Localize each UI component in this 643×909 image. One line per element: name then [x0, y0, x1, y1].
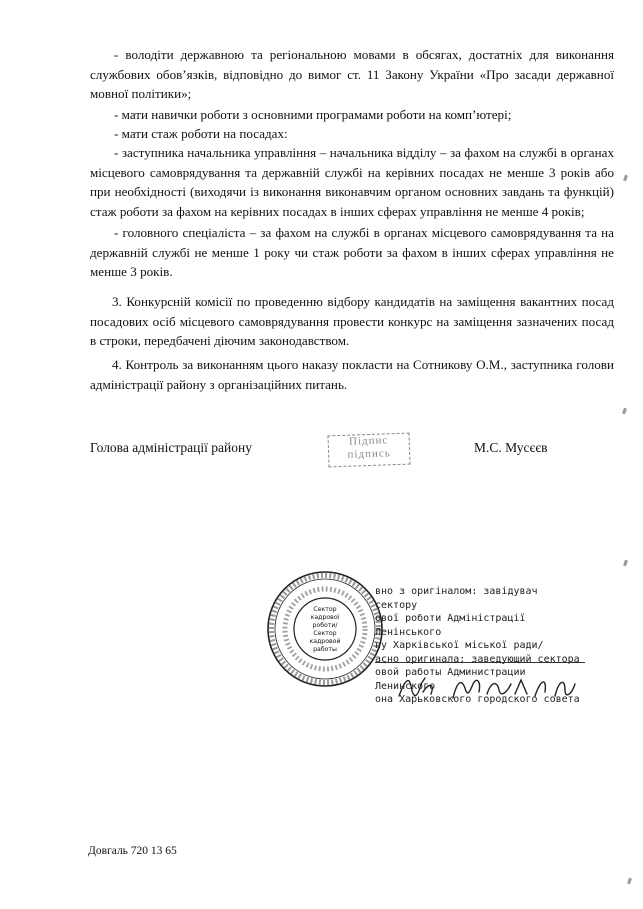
- seal-center-line5: кадровой: [309, 638, 341, 645]
- scan-mark: [627, 878, 632, 885]
- seal-center-line1: Сектор: [313, 606, 337, 613]
- seal-center-line4: Сектор: [313, 630, 337, 637]
- scan-mark: [622, 408, 627, 415]
- requirement-language: - володіти державною та регіональною мовами в обсягах, достатніх для виконання службових обов’язків, відповідно до вимог ст. 11 Закону України «Про засади державної мовної політики»;: [90, 47, 614, 102]
- signatory-name: М.С. Мусєєв: [474, 440, 548, 455]
- official-seal-icon: [265, 568, 385, 690]
- requirement-computer-skills: - мати навички роботи з основними програмами роботи на комп’ютері;: [114, 107, 512, 122]
- signature-placeholder-stamp: [327, 433, 410, 468]
- stamp-text-ru: підпись: [347, 447, 391, 461]
- handwritten-signature-icon: [395, 672, 585, 704]
- cert-line-2: ової роботи Адміністрації Ленінського: [375, 613, 526, 638]
- scan-mark: [623, 560, 628, 567]
- cert-line-3: ну Харківської міської ради/: [375, 640, 544, 651]
- scan-mark: [623, 175, 628, 182]
- stamp-text-ua: Підпис: [348, 434, 389, 448]
- requirement-chief-specialist: - головного спеціаліста – за фахом на службі в органах місцевого самоврядування та на державній службі не менше 1 року чи стаж роботи за фахом в інших сферах управління не менше 3 років.: [90, 225, 614, 280]
- requirement-deputy-head: - заступника начальника управління – начальника відділу – за фахом на службі в органах місцевого самоврядування та державній службі на керівних посадах не менше 3 років або при необхідності (виходячи із виконання виконавчим органом основних завдань та функцій) стаж роботи за фахом на керівних посадах в інших сферах управління не менше 4 років;: [90, 145, 614, 219]
- cert-line-5: овой работы Администрации Ленинского: [375, 667, 526, 692]
- signatory-position: Голова адміністрації району: [90, 440, 252, 455]
- cert-line-1: вно з оригіналом: завідувач сектору: [375, 586, 538, 611]
- cert-signature-line: [375, 662, 585, 663]
- requirement-experience: - мати стаж роботи на посадах:: [114, 126, 288, 141]
- seal-center-line2: кадрової: [310, 614, 340, 621]
- footer-contact: Довгаль 720 13 65: [88, 845, 177, 857]
- cert-line-6: она Харьковского городского совета: [375, 694, 580, 705]
- seal-center-line6: работы: [313, 646, 337, 653]
- cert-line-4: асно оригинала: заведующий сектора: [375, 653, 580, 665]
- seal-center-line3: роботи/: [312, 622, 338, 629]
- clause-3-commission: 3. Конкурсній комісії по проведенню відбору кандидатів на заміщення вакантних посад посадових осіб місцевого самоврядування провести конкурс на заміщення зазначених посад в строки, передбачені діючим законодавством.: [90, 294, 614, 349]
- clause-4-control: 4. Контроль за виконанням цього наказу покласти на Сотникову О.М., заступника голови адміністрації району з організаційних питань.: [90, 357, 614, 392]
